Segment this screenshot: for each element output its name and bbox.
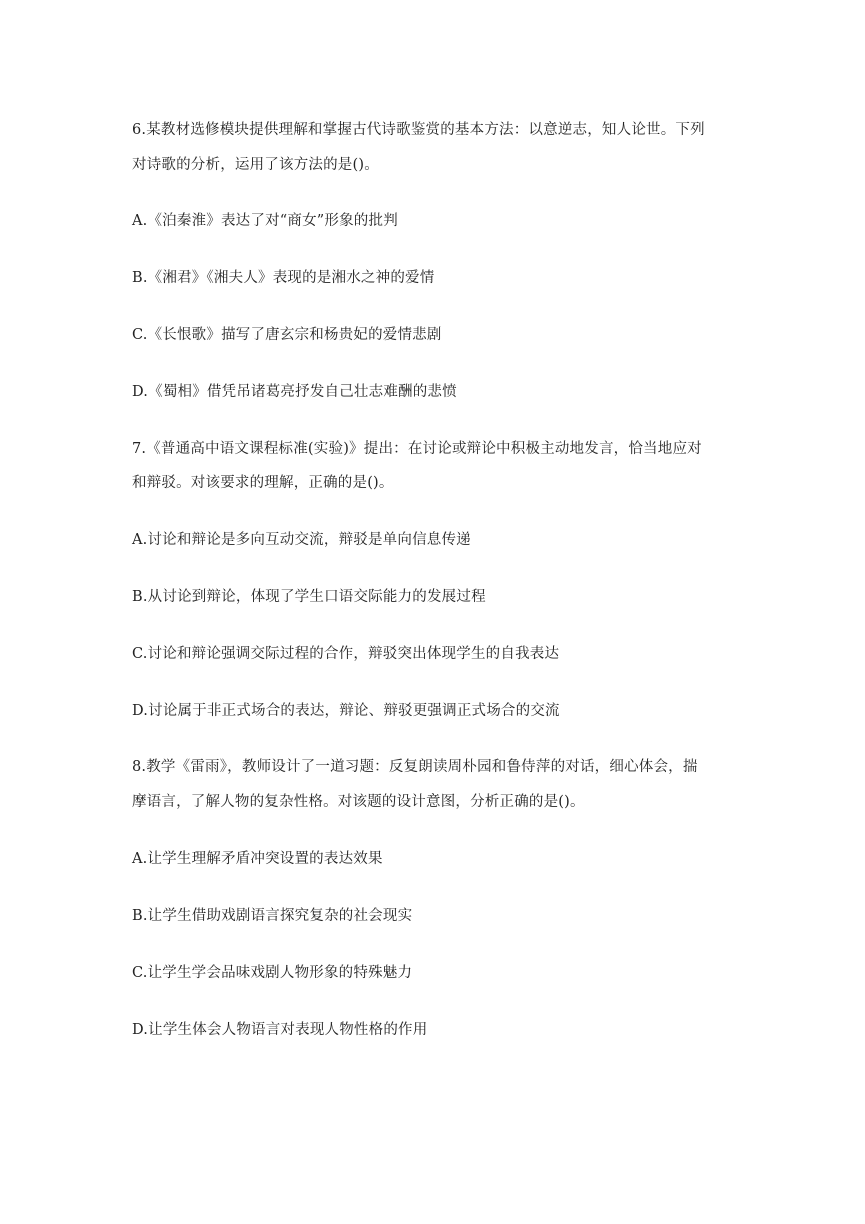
question-7-option-c: C.讨论和辩论强调交际过程的合作，辩驳突出体现学生的自我表达 xyxy=(132,646,560,662)
question-8-stem-line-2: 摩语言，了解人物的复杂性格。对该题的设计意图，分析正确的是()。 xyxy=(132,794,585,810)
question-6-option-c: C.《长恨歌》描写了唐玄宗和杨贵妃的爱情悲剧 xyxy=(132,327,442,343)
question-8-option-b: B.让学生借助戏剧语言探究复杂的社会现实 xyxy=(132,908,413,924)
question-7-option-d: D.讨论属于非正式场合的表达，辩论、辩驳更强调正式场合的交流 xyxy=(132,703,560,719)
question-8-stem-line-1: 8.教学《雷雨》，教师设计了一道习题：反复朗读周朴园和鲁侍萍的对话，细心体会，揣 xyxy=(132,759,698,775)
question-6-option-b: B.《湘君》《湘夫人》表现的是湘水之神的爱情 xyxy=(132,270,435,286)
question-8-option-c: C.让学生学会品味戏剧人物形象的特殊魅力 xyxy=(132,965,413,981)
question-7-option-a: A.讨论和辩论是多向互动交流，辩驳是单向信息传递 xyxy=(132,532,471,548)
question-7-option-b: B.从讨论到辩论，体现了学生口语交际能力的发展过程 xyxy=(132,589,486,605)
question-6-stem-line-2: 对诗歌的分析，运用了该方法的是()。 xyxy=(132,157,379,173)
question-6-option-d: D.《蜀相》借凭吊诸葛亮抒发自己壮志难酬的悲愤 xyxy=(132,384,457,400)
question-8-option-a: A.让学生理解矛盾冲突设置的表达效果 xyxy=(132,851,383,867)
question-8-option-d: D.让学生体会人物语言对表现人物性格的作用 xyxy=(132,1022,428,1038)
question-7-stem-line-2: 和辩驳。对该要求的理解，正确的是()。 xyxy=(132,475,394,491)
question-6-option-a: A.《泊秦淮》表达了对“商女”形象的批判 xyxy=(132,213,398,229)
question-7-stem-line-1: 7.《普通高中语文课程标准(实验)》提出：在讨论或辩论中积极主动地发言，恰当地应对 xyxy=(132,441,702,457)
question-6-stem-line-1: 6.某教材选修模块提供理解和掌握古代诗歌鉴赏的基本方法：以意逆志，知人论世。下列 xyxy=(132,122,705,138)
